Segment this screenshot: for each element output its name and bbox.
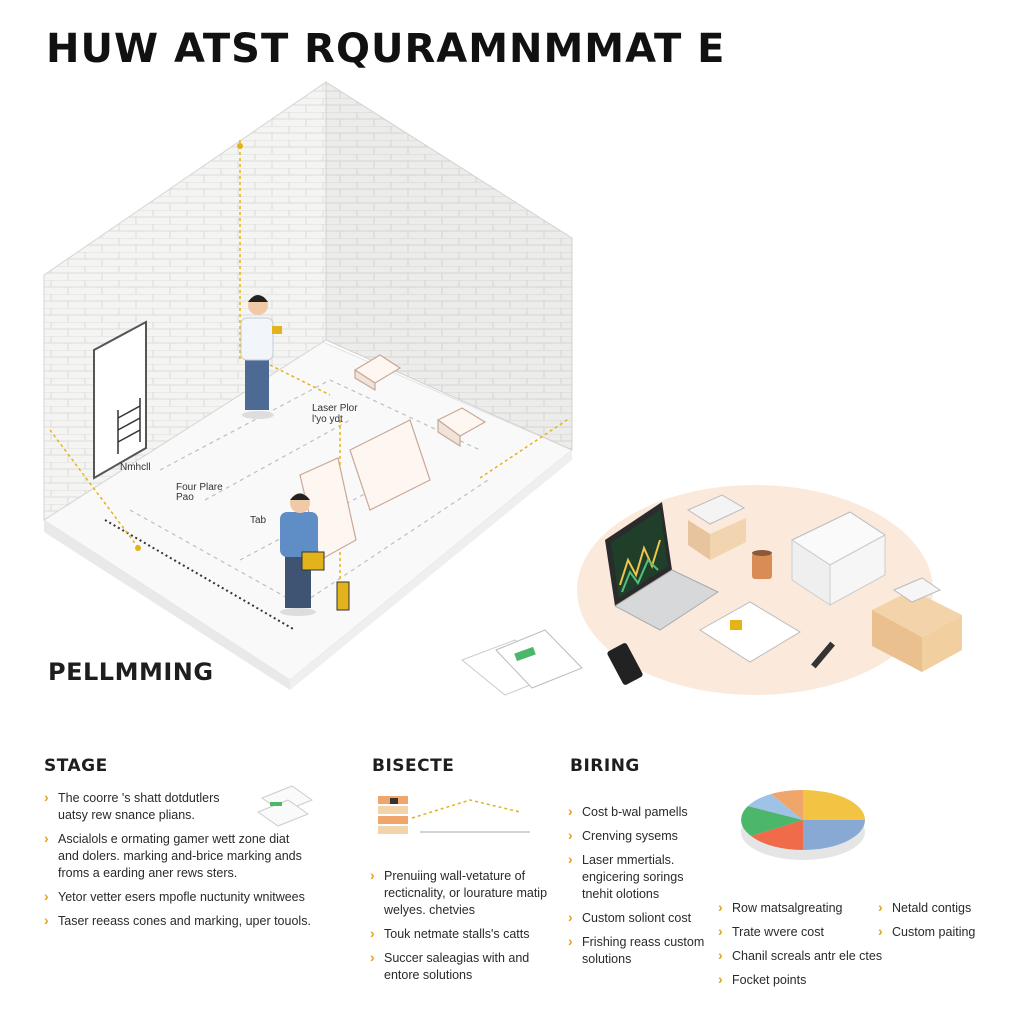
cost-pie-chart (741, 790, 865, 860)
list-item: › Netald contigs (878, 900, 998, 917)
column-heading-bisecte: BISECTE (372, 756, 455, 776)
laser-label-line2: l'yo ydt (312, 414, 343, 425)
list-item: › Prenuiing wall-vetature of recticnality, or lourature matip welyes. chetvies (370, 868, 550, 919)
books-icon (378, 796, 530, 834)
list-item: › Custom soliont cost (568, 910, 708, 927)
list-item: › Trate wvere cost (718, 924, 883, 941)
cost-list (718, 900, 883, 996)
custom-list (878, 900, 998, 948)
list-item: › Succer saleagias with and entore solutions (370, 950, 550, 984)
list-item: › Frishing reass custom solutions (568, 934, 708, 968)
list-item: › Custom paiting (878, 924, 998, 941)
column-heading-biring: BIRING (570, 756, 640, 776)
laser-label-line1: Laser Plor (312, 403, 358, 414)
list-item: › Laser mmertials. engicering sorings tnehit olotions (568, 852, 708, 903)
list-item: › The coorre 's shatt dotdutlers uatsy rew snance plians. (44, 790, 248, 824)
documents-on-floor (462, 630, 582, 695)
bisecte-list (370, 868, 550, 991)
tab-label: Tab (250, 515, 267, 526)
section-label: PELLMMING (48, 658, 214, 686)
pie-slice (803, 790, 865, 820)
list-item: › Chanil screals antr ele ctes (718, 948, 883, 965)
door-label: Nmhcll (120, 462, 151, 473)
biring-list (568, 804, 708, 975)
list-item: › Yetor vetter esers mpofle nuctunity wnitwees (44, 889, 344, 906)
list-item: › Taser reeass cones and marking, uper touols. (44, 913, 344, 930)
page-title: HUW ATST RQURAMNMMAT E (46, 26, 726, 72)
floor-label-line2: Pao (176, 492, 194, 503)
stage-list (44, 790, 344, 937)
cup (752, 550, 772, 579)
list-item: › Row matsalgreating (718, 900, 883, 917)
list-item: › Focket points (718, 972, 883, 989)
list-item: › Cost b-wal pamells (568, 804, 708, 821)
column-heading-stage: STAGE (44, 756, 108, 776)
list-item: › Ascialols e ormating gamer wett zone diat and dolers. marking and-brice marking ands froms a earding aner rews sters. (44, 831, 308, 882)
list-item: › Crenving sysems (568, 828, 708, 845)
floor-label-line1: Four Plare (176, 482, 223, 493)
list-item: › Touk netmate stalls's catts (370, 926, 550, 943)
